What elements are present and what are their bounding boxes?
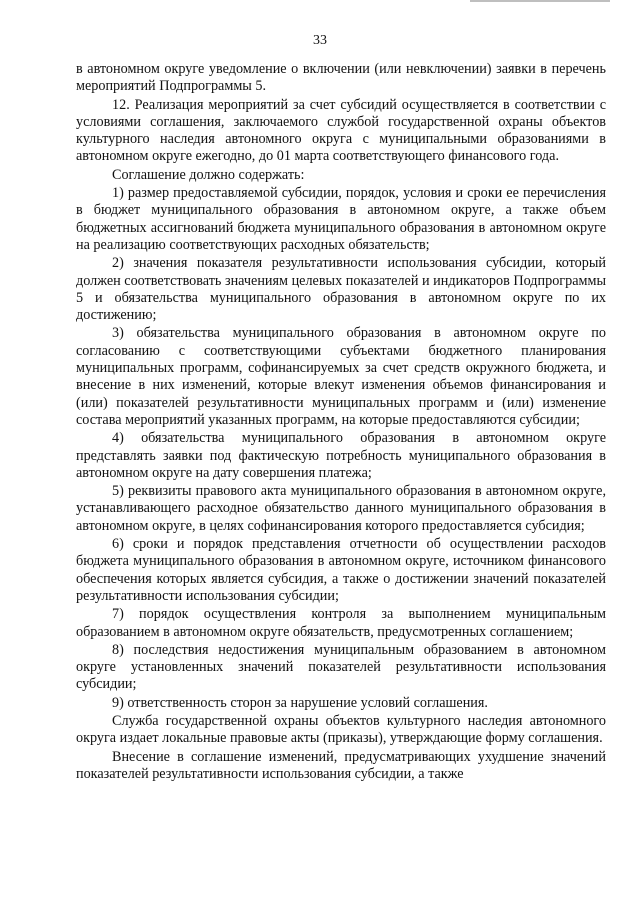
paragraph: 7) порядок осуществления контроля за выполнением муниципальным образованием в автономном округе обязательств, предусмотренных соглашением; — [76, 606, 606, 640]
paragraph: 3) обязательства муниципального образования в автономном округе по согласованию с соответствующими субъектами бюджетного планирования муниципальных программ, софинансируемых за счет средств окружного бюджета, и внесение в них изменений, которые влекут изменения объемов финансирования и (или) показателей результативности муниципальных программ и (или) изменение состава мероприятий указанных программ, на которые предоставляются субсидии; — [76, 325, 606, 428]
paragraph: Внесение в соглашение изменений, предусматривающих ухудшение значений показателей результативности использования субсидии, а также — [76, 748, 606, 782]
paragraph: 4) обязательства муниципального образования в автономном округе представлять заявки под фактическую потребность муниципального образования в автономном округе на дату совершения платежа; — [76, 430, 606, 481]
document-body — [76, 61, 606, 783]
paragraph: 8) последствия недостижения муниципальным образованием в автономном округе установленных значений показателей результативности использования субсидии; — [76, 641, 606, 693]
paragraph: 9) ответственность сторон за нарушение условий соглашения. — [112, 694, 488, 711]
paragraph: 5) реквизиты правового акта муниципального образования в автономном округе, устанавливающего расходное обязательство данного муниципального образования в автономном округе, в целях софинансирования которого предоставляется субсидия; — [76, 483, 606, 534]
paragraph: 2) значения показателя результативности использования субсидии, который должен соответствовать значениям целевых показателей и индикаторов Подпрограммы 5 и обязательства муниципального образования в автономном округе по их достижению; — [76, 255, 606, 324]
paragraph: Соглашение должно содержать: — [112, 166, 305, 183]
paragraph: в автономном округе уведомление о включении (или невключении) заявки в перечень мероприятий Подпрограммы 5. — [76, 61, 606, 95]
top-edge-line — [470, 0, 610, 2]
paragraph: 1) размер предоставляемой субсидии, порядок, условия и сроки ее перечисления в бюджет муниципального образования в автономном округе, а также объем бюджетных ассигнований бюджета муниципального образования в автономном округе на реализацию соответствующих расходных обязательств; — [76, 185, 606, 253]
paragraph: 12. Реализация мероприятий за счет субсидий осуществляется в соответствии с условиями соглашения, заключаемого службой государственной охраны объектов культурного наследия автономного округа с муниципальными образованиями в автономном округе ежегодно, до 01 марта соответствующего финансового года. — [76, 96, 606, 165]
paragraph: Служба государственной охраны объектов культурного наследия автономного округа издает локальные правовые акты (приказы), утверждающие форму соглашения. — [76, 712, 606, 747]
paragraph: 6) сроки и порядок представления отчетности об осуществлении расходов бюджета муниципального образования в автономном округе, источником финансового обеспечения которых является субсидия, а также о достижении значений показателей результативности использования субсидии; — [76, 536, 606, 604]
page-number: 33 — [313, 33, 327, 48]
